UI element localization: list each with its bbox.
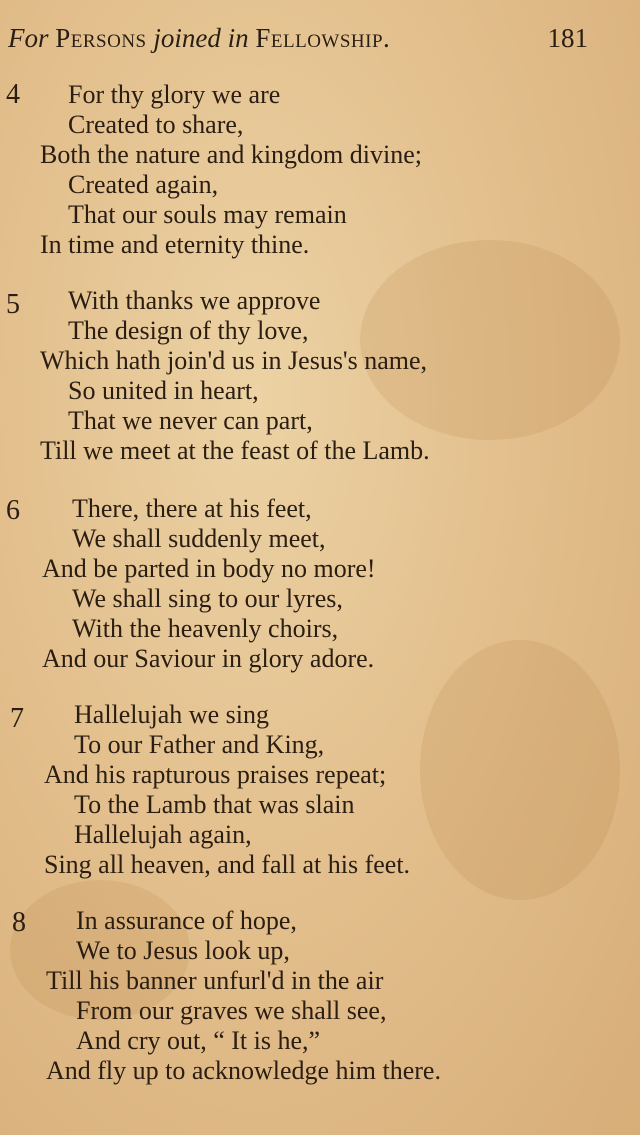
- header-joined-in: joined in: [153, 23, 249, 53]
- verse-line: Till we meet at the feast of the Lamb.: [40, 436, 430, 465]
- page-number: 181: [547, 23, 588, 53]
- verse-line: Sing all heaven, and fall at his feet.: [44, 850, 411, 879]
- verse-line: That we never can part,: [68, 406, 313, 435]
- verse-line: That our souls may remain: [68, 200, 347, 229]
- verse-line: We shall suddenly meet,: [72, 524, 326, 553]
- header-persons: Persons: [55, 23, 147, 53]
- verse-line: Till his banner unfurl'd in the air: [46, 966, 384, 995]
- verse-line: With the heavenly choirs,: [72, 614, 339, 643]
- verse-line: To our Father and King,: [74, 730, 325, 759]
- verse-line: Both the nature and kingdom divine;: [40, 140, 422, 169]
- header-for: For: [8, 23, 49, 53]
- verse-line: There, there at his feet,: [72, 494, 312, 523]
- verse-line: And his rapturous praises repeat;: [44, 760, 387, 789]
- stanza-number: 5: [6, 289, 20, 320]
- verse-line: We to Jesus look up,: [76, 936, 290, 965]
- stanza-number: 8: [12, 907, 26, 938]
- verse-line: Hallelujah again,: [74, 820, 252, 849]
- verse-line: And our Saviour in glory adore.: [42, 644, 375, 673]
- verse-line: The design of thy love,: [68, 316, 309, 345]
- verse-line: Which hath join'd us in Jesus's name,: [40, 346, 428, 375]
- stanza-number: 4: [6, 79, 20, 110]
- paper-stain: [360, 240, 620, 440]
- verse-line: For thy glory we are: [68, 80, 281, 109]
- stanza-number: 6: [6, 495, 20, 526]
- header-fellowship: Fellowship.: [255, 23, 391, 53]
- verse-line: And fly up to acknowledge him there.: [46, 1056, 441, 1085]
- verse-line: With thanks we approve: [68, 286, 321, 315]
- stanza-number: 7: [10, 703, 24, 734]
- verse-line: So united in heart,: [68, 376, 259, 405]
- verse-line: We shall sing to our lyres,: [72, 584, 343, 613]
- verse-line: Hallelujah we sing: [74, 700, 269, 729]
- verse-line: To the Lamb that was slain: [74, 790, 355, 819]
- verse-line: And be parted in body no more!: [42, 554, 376, 583]
- verse-line: From our graves we shall see,: [76, 996, 387, 1025]
- running-header: [8, 18, 588, 58]
- verse-line: Created again,: [68, 170, 219, 199]
- verse-line: And cry out, “ It is he,”: [76, 1026, 321, 1055]
- verse-line: In time and eternity thine.: [40, 230, 310, 259]
- verse-line: Created to share,: [68, 110, 244, 139]
- paper-stain: [420, 640, 620, 900]
- verse-line: In assurance of hope,: [76, 906, 297, 935]
